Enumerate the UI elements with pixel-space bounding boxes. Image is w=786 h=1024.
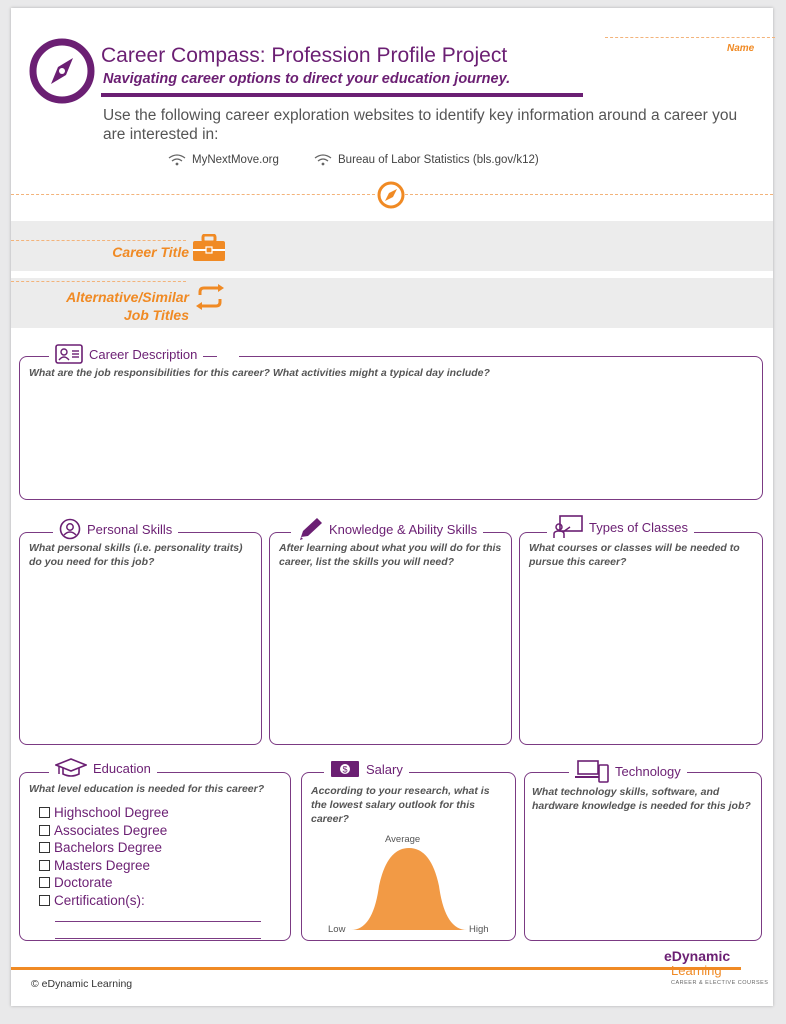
band-rule [11,281,186,282]
option-label: Associates Degree [54,822,168,838]
worksheet-page [11,8,773,1006]
alt-titles-line-2: Job Titles [123,307,189,323]
site-label: MyNextMove.org [192,154,279,166]
checkbox[interactable] [39,895,50,906]
intro-text: Use the following career exploration websites to identify key information around a career you are interested in: [103,107,738,143]
divider-right [405,194,773,195]
option-label: Bachelors Degree [54,840,163,855]
knowledge-skills-question: After learning about what you will do for this career, list the skills you will need? [279,542,502,568]
option-label: Masters Degree [54,857,151,873]
salary-low-label: Low [328,924,346,935]
briefcase-icon [192,234,226,262]
wifi-icon [168,154,186,166]
name-field-line[interactable] [605,37,775,38]
laptop-phone-icon [575,759,609,783]
salary-heading [324,760,409,778]
technology-question: What technology skills, software, and hardware knowledge is needed for this job? [532,786,751,812]
option-highschool[interactable] [39,804,169,822]
section-title: Types of Classes [589,519,688,535]
section-title: Career Description [89,346,198,362]
site-label: Bureau of Labor Statistics (bls.gov/k12) [338,154,539,166]
knowledge-skills-heading [291,517,483,541]
certification-line-1[interactable] [55,921,261,922]
career-title-label: Career Title [112,244,189,260]
salary-question: According to your research, what is the lowest salary outlook for this career? [311,785,490,825]
teacher-board-icon [553,515,583,539]
option-doctorate[interactable] [39,874,169,892]
salary-high-label: High [469,924,489,935]
option-masters[interactable] [39,857,169,875]
career-description-heading [49,344,203,364]
checkbox[interactable] [39,842,50,853]
graduation-cap-icon [55,757,87,779]
page-subtitle: Navigating career options to direct your education journey. [103,71,511,87]
option-label: Doctorate [54,875,113,890]
pencil-icon [297,517,323,541]
alt-titles-label [41,288,189,324]
option-label: Certification(s): [54,892,145,908]
types-of-classes-question: What courses or classes will be needed to pursue this career? [529,542,740,568]
education-options [39,804,169,909]
edynamic-logo-line-2: Learning [671,963,722,978]
salary-average-label: Average [385,834,421,845]
swap-arrows-icon [194,284,226,310]
subtitle-rule [101,93,583,97]
option-certification[interactable] [39,892,169,910]
band-rule [11,240,186,241]
bell-curve-icon [329,846,489,931]
section-title: Salary [366,761,403,777]
site-link-bls[interactable] [314,154,539,166]
option-associates[interactable] [39,822,169,840]
person-icon [59,518,81,540]
id-card-icon [55,344,83,364]
personal-skills-question: What personal skills (i.e. personality traits) do you need for this job? [29,542,243,568]
checkbox[interactable] [39,877,50,888]
checkbox[interactable] [39,860,50,871]
copyright-text: © eDynamic Learning [31,978,133,990]
page-title: Career Compass: Profession Profile Project [101,44,508,67]
wifi-icon [314,154,332,166]
personal-skills-heading [53,518,178,540]
education-question: What level education is needed for this career? [29,783,265,795]
certification-line-2[interactable] [55,938,261,939]
compass-logo-icon [29,38,95,104]
checkbox[interactable] [39,825,50,836]
edynamic-logo-tagline: CAREER & ELECTIVE COURSES [671,980,769,986]
option-label: Highschool Degree [54,805,169,820]
footer-rule [11,967,741,970]
option-bachelors[interactable] [39,839,169,857]
compass-icon [376,180,406,210]
checkbox[interactable] [39,807,50,818]
heading-gap [217,354,239,358]
section-title: Personal Skills [87,521,173,537]
alt-titles-line-1: Alternative/Similar [66,289,189,305]
career-description-question: What are the job responsibilities for this career? What activities might a typical day include? [29,367,490,379]
edynamic-logo-line-1: eDynamic [664,948,731,964]
site-link-mynextmove[interactable] [168,154,279,166]
technology-heading [569,759,687,783]
education-heading [49,757,157,779]
money-bill-icon [330,760,360,778]
section-title: Knowledge & Ability Skills [329,521,478,537]
name-label: Name [727,43,755,54]
types-of-classes-heading [547,515,694,539]
divider-left [11,194,375,195]
svg-text:$: $ [342,764,348,775]
section-title: Technology [615,763,681,779]
section-title: Education [93,760,151,776]
